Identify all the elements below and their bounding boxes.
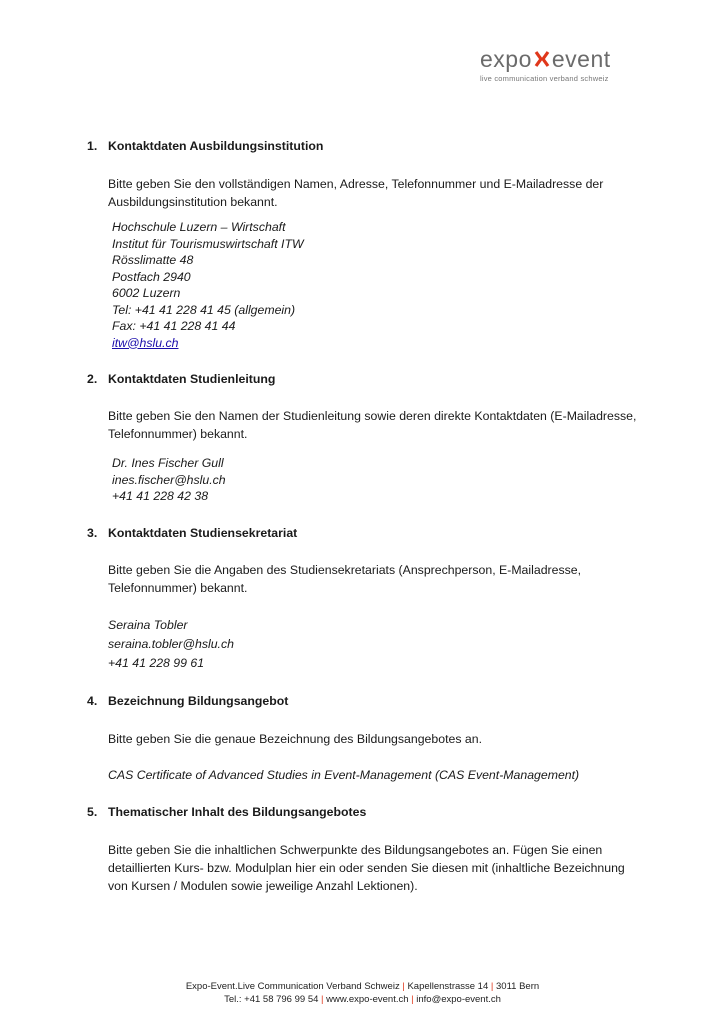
document-body — [87, 137, 647, 895]
footer-email[interactable]: info@expo-event.ch — [416, 994, 501, 1005]
section-1-instruction: Bitte geben Sie den vollständigen Namen, Adresse, Telefonnummer und E-Mailadresse der Ausbildungsinstitution bekannt. — [108, 177, 604, 209]
section-5-title: 5. Thematischer Inhalt des Bildungsangebotes — [87, 804, 367, 819]
logo — [480, 46, 630, 83]
section-2-instruction: Bitte geben Sie den Namen der Studienleitung sowie deren direkte Kontaktdaten (E-Mailadresse, Telefonnummer) bekannt. — [108, 409, 637, 441]
section-3-title: 3. Kontaktdaten Studiensekretariat — [87, 525, 298, 540]
section-2-title: 2. Kontaktdaten Studienleitung — [87, 372, 276, 386]
footer-address-line: Expo-Event.Live Communication Verband Schweiz | Kapellenstrasse 14 | 3011 Bern — [185, 981, 540, 992]
logo-wordmark — [480, 46, 630, 72]
logo-text-right: event — [551, 46, 611, 72]
section-1-address: Hochschule Luzern – Wirtschaft Institut für Tourismuswirtschaft ITW Rösslimatte 48 Postfach 2940 6002 Luzern Tel: +41 41 228 41 45 (allgemein) Fax: +41 41 228 41 44 itw@hslu.ch — [112, 220, 304, 350]
section-4-title: 4. Bezeichnung Bildungsangebot — [87, 693, 289, 708]
logo-text-left: expo — [480, 46, 532, 72]
section-2-contact: Dr. Ines Fischer Gull ines.fischer@hslu.ch +41 41 228 42 38 — [112, 456, 226, 503]
page-footer — [0, 980, 725, 1006]
footer-website[interactable]: www.expo-event.ch — [326, 994, 409, 1005]
logo-chevrons-icon — [534, 48, 550, 70]
section-1-title: 1. Kontaktdaten Ausbildungsinstitution — [87, 139, 324, 153]
section-5-instruction: Bitte geben Sie die inhaltlichen Schwerpunkte des Bildungsangebotes an. Fügen Sie einen detaillierten Kurs- bzw. Modulplan hier ein oder senden Sie diesen mit (inhaltliche Bezeichnung von Kursen / Modulen sowie jeweilige Anzahl Lektionen). — [108, 842, 625, 893]
section-4-instruction: Bitte geben Sie die genaue Bezeichnung des Bildungsangebotes an. — [108, 731, 482, 746]
section-3-contact: Seraina Tobler seraina.tobler@hslu.ch +41 41 228 99 61 — [108, 617, 234, 670]
institution-email-link[interactable]: itw@hslu.ch — [112, 335, 179, 350]
section-4-answer: CAS Certificate of Advanced Studies in Event-Management (CAS Event-Management) — [108, 767, 580, 782]
logo-tagline: live communication verband schweiz — [480, 74, 609, 83]
section-3-instruction: Bitte geben Sie die Angaben des Studiensekretariats (Ansprechperson, E-Mailadresse, Telefonnummer) bekannt. — [108, 562, 582, 595]
footer-contact-line: Tel.: +41 58 796 99 54 | www.expo-event.ch | info@expo-event.ch — [224, 994, 501, 1005]
